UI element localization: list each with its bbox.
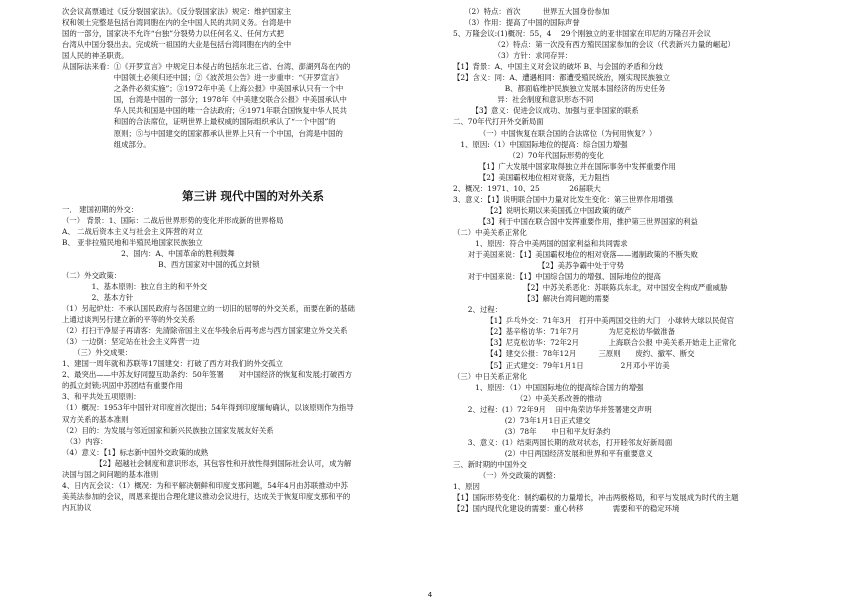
text-line: （2）目的：为发展与邻近国家和新兴民族独立国家发展友好关系 — [62, 425, 274, 435]
text-line: 【2】中苏关系恶化：苏联陈兵东北，对中国安全构成严重威胁 — [453, 283, 728, 293]
text-line: 异：社会制度和意识形态不同 — [453, 95, 594, 105]
text-line: （2）70年代国际形势的变化 — [453, 150, 604, 160]
text-line: 【2】基辛格访华：71年7月 为尼克松访华做准备 — [453, 327, 676, 337]
text-line: 次会议高票通过《反分裂国家法》。《反分裂国家法》规定：维护国家主 — [62, 7, 292, 16]
text-line: 2、过程： — [453, 305, 503, 315]
text-line: 【3】解决台湾问题的需要 — [453, 294, 610, 304]
text-line: （2）中美关系改善的推动 — [453, 393, 602, 403]
text-line: 双方关系的基本准则 — [62, 414, 129, 424]
text-line: 【1】国际形势变化：制约霸权的力量增长，冲击两极格局，和平与发展成为时代的主题 — [453, 493, 739, 503]
text-line: 5、万隆会议:(1)概况：55，4 29个刚独立的亚非国家在印尼的万隆召开会议 — [453, 29, 711, 39]
text-line: 对于中国来说：【1】中国综合国力的增强、国际地位的提高 — [453, 272, 661, 282]
text-line: （二）外交政策： — [62, 270, 122, 280]
text-line: （1）另起炉灶：不承认国民政府与各国建立的一切旧的屈辱的外交关系，而要在新的基础 — [62, 304, 355, 314]
text-line: B、西方国家对中国的孤立封锁 — [62, 259, 260, 269]
text-line: （三）中日关系正常化 — [453, 371, 527, 381]
text-line: B、 亚非拉殖民地和半殖民地国家民族独立 — [62, 237, 203, 247]
page-number: 4 — [427, 591, 433, 599]
text-line: 1、原因：（1）中国国际地位的提高综合国力的增强 — [453, 382, 644, 392]
text-line: 【1】乒乓外交：71年3月 打开中美两国交往的大门 小球转大球以民促官 — [453, 316, 735, 326]
text-line: 【3】意义：促进会议成功、加强与亚非国家的联系 — [453, 106, 639, 116]
text-line: 【2】美苏争霸中处于守势 — [453, 261, 624, 271]
text-line: 一． 建国初期的外交： — [62, 204, 139, 214]
text-line: 1、原因：符合中美两国的国家利益和共同需求 — [453, 238, 628, 248]
text-line: (3）78年 中日和平友好条约 — [453, 426, 611, 436]
text-line: （4）意义：【1】标志新中国外交政策的成熟 — [62, 447, 209, 457]
text-line: （3）一边倒：坚定站在社会主义阵营一边 — [62, 337, 200, 347]
text-line: 原则；⑤与中国建交的国家都承认世界上只有一个中国，台湾是中国的 — [62, 128, 343, 138]
text-line: （1）概况：1953年中国针对印度首次提出；54年得到印度缅甸确认，以该原则作为指导 — [62, 403, 354, 413]
text-line: 中国领土必须归还中国；②《波茨坦公告》进一步重申：“《开罗宣言》 — [62, 73, 343, 83]
text-line: 内瓦协议 — [62, 502, 92, 512]
text-line: 2、国内：A、中国革命的胜利鼓舞 — [62, 248, 235, 258]
spacer — [62, 150, 444, 188]
text-line: 4、日内瓦会议：（1）概况：为和平解决朝鲜和印度支那问题，54年4月由苏联推动中苏 — [62, 480, 348, 490]
text-line: （二）中美关系正常化 — [453, 227, 527, 237]
text-line: 1、原因 — [453, 482, 480, 492]
text-line: 华人民共和国是中国的唯一合法政府；④1971年联合国恢复中华人民共 — [62, 106, 347, 116]
text-line: （一）外交政策的调整： — [453, 470, 561, 480]
text-line: 对于美国来说：【1】美国霸权地位的相对衰落——遏制政策的不断失败 — [453, 250, 698, 260]
text-line: 【1】背景：A、中国主义对会议的破坏 B、与会国的矛盾和分歧 — [453, 62, 663, 72]
text-line: 2、基本方针 — [62, 292, 134, 302]
text-line: 1、原因:（1）中国国际地位的提高：综合国力增强 — [453, 139, 628, 149]
text-line: （3）作用：提高了中国的国际声誉 — [453, 18, 580, 28]
text-line: 【2】国内现代化建设的需要：重心转移 需要和平的稳定环境 — [453, 504, 680, 514]
text-line: 【1】广大发展中国家取得独立并在国际事务中发挥重要作用 — [453, 161, 676, 171]
text-line: （一） 背景：1、国际：二战后世界形势的变化并形成新的世界格局 — [62, 215, 284, 225]
text-line: A、 二战后资本主义与社会主义阵营的对立 — [62, 226, 203, 236]
text-line: 上通过谈判另行建立新的平等的外交关系 — [62, 315, 196, 325]
left-column — [62, 6, 444, 513]
text-line: 权和领土完整是包括台湾同胞在内的全中国人民的共同义务。台湾是中 — [62, 18, 292, 28]
text-line: 【2】美国霸权地位相对衰落，无力阻挡 — [453, 172, 610, 182]
text-line: 【2】超越社会制度和意识形态，其包容性和开放性得到国际社会认可，成为解 — [62, 458, 352, 468]
text-line: 台湾从中国分裂出去。完成统一祖国的大业是包括台湾同胞在内的全中 — [62, 40, 292, 50]
text-line: 【3】利于中国在联合国中发挥重要作用，推护第三世界国家的利益 — [453, 216, 698, 226]
text-line: 和国的合法席位，证明世界上最权威的国际组织承认了“一个中国”的 — [62, 117, 336, 127]
text-line: 2、概况：1971、10、25 26届联大 — [453, 183, 601, 193]
text-line: （3）方针：求同存异： — [453, 51, 573, 61]
text-line: （一）中国恢复在联合国的合法席位（为何用恢复？） — [453, 128, 657, 138]
taiwan-law-section — [62, 6, 444, 150]
right-column — [453, 6, 823, 514]
foreign-relations-continued — [453, 6, 823, 514]
text-line: 1、建国一周年就和苏联等17国建交：打破了西方对我们的外交孤立 — [62, 359, 284, 369]
text-line: 从国际法来看：①《开罗宣言》中规定日本侵占的包括东北三省、台湾、澎湖列岛在内的 — [62, 62, 351, 72]
text-line: 决国与国之间问题的基本准则 — [62, 469, 159, 479]
text-line: 【5】正式建交：79年1月1日 2月邓小平访美 — [453, 360, 670, 370]
foreign-relations-section — [62, 204, 444, 513]
text-line: B、都面临维护民族独立发展本国经济的历史任务 — [453, 84, 666, 94]
text-line: （2）特点：首次 世界五大国身份参加 — [453, 7, 610, 16]
text-line: （2）打扫干净屋子再请客：先清除帝国主义在华残余后再考虑与西方国家建立外交关系 — [62, 326, 348, 336]
text-line: (2）73年1月1日正式建交 — [453, 415, 591, 425]
text-line: 3、意义：(1）结束两国长期的敌对状态，打开睦邻友好新局面 — [453, 437, 673, 447]
text-line: 【2】含义：同：A、遭遇相同：都遭受殖民统治，刚实现民族独立 — [453, 73, 670, 83]
text-line: 3、和平共处五项原则： — [62, 392, 141, 402]
text-line: （2）特点：第一次没有西方殖民国家参加的会议（代表新兴力量的崛起） — [453, 40, 735, 50]
text-line: 2、过程：(1）72年9月 田中角荣访华并签署建交声明 — [453, 404, 652, 414]
text-line: 1、基本原则：独立自主的和平外交 — [62, 281, 208, 291]
text-line: 3、意义：【1】说明联合国中力量对比发生变化：第三世界作用增强 — [453, 194, 674, 204]
text-line: 的孤立封锁;巩固中苏团结有重要作用 — [62, 381, 183, 391]
text-line: （三）外交成果： — [62, 348, 133, 358]
text-line: 二、70年代打开外交新局面 — [453, 117, 544, 127]
text-line: 组成部分。 — [62, 139, 151, 149]
text-line: 【2】说明长期以来美国孤立中国政策的破产 — [453, 205, 632, 215]
text-line: 三、新时期的中国外交 — [453, 459, 527, 469]
text-line: 【4】建交公报：78年12月 三原则 废约、撤军、断交 — [453, 349, 695, 359]
text-line: 之条件必须实施”；③1972年中美《上海公报》中美国承认只有一个中 — [62, 84, 344, 94]
text-line: (2）中日两国经济发展和世界和平有重要意义 — [453, 448, 653, 458]
text-line: 美英法参加的会议，周恩来提出合理化建议推动会议进行，达成关于恢复印度支那和平的 — [62, 491, 351, 501]
lecture-title: 第三讲 现代中国的对外关系 — [181, 188, 324, 203]
text-line: 国人民的神圣职责。 — [62, 51, 129, 61]
text-line: 2、最突出——中苏友好同盟互助条约：50年签署 对中国经济的恢复和发展;打破西方 — [62, 370, 353, 380]
text-line: 国的一部分，国家决不允许“台独”分裂势力以任何名义、任何方式把 — [62, 29, 284, 39]
text-line: 国，台湾是中国的一部分；1978年《中美建交联合公报》中美国承认中 — [62, 95, 347, 105]
text-line: （3）内容： — [62, 436, 108, 446]
text-line: 【3】尼克松访华：72年2月 上海联合公报 中美关系开始走上正常化 — [453, 338, 737, 348]
